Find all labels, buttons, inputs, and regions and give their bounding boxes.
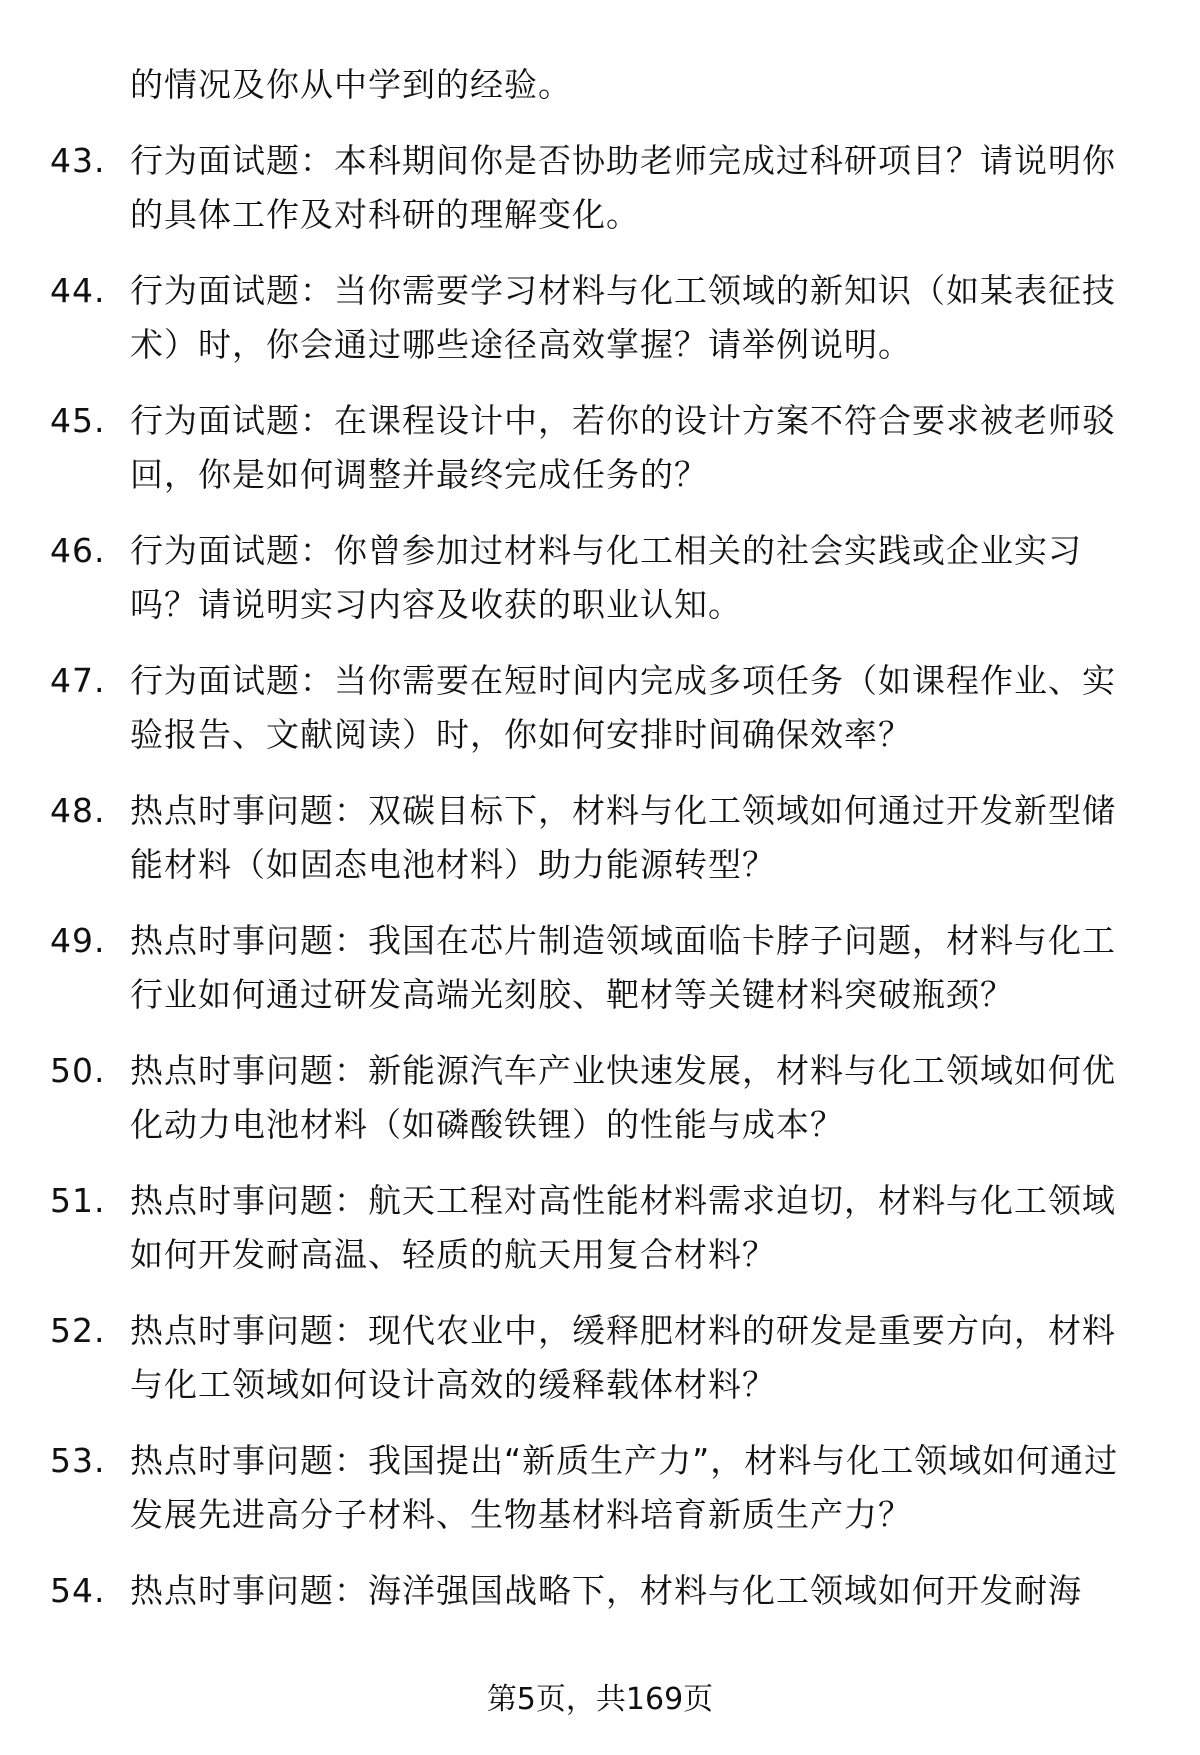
question-item xyxy=(50,394,1140,502)
question-list xyxy=(50,58,1140,1618)
question-item xyxy=(50,1174,1140,1282)
question-number: 50. xyxy=(50,1051,106,1090)
question-text: 热点时事问题：新能源汽车产业快速发展，材料与化工领域如何优化动力电池材料（如磷酸铁锂）的性能与成本？ xyxy=(130,1051,1116,1144)
question-text: 热点时事问题：航天工程对高性能材料需求迫切，材料与化工领域如何开发耐高温、轻质的航天用复合材料？ xyxy=(130,1181,1116,1274)
question-item xyxy=(50,914,1140,1022)
question-text: 热点时事问题：我国提出“新质生产力”，材料与化工领域如何通过发展先进高分子材料、生物基材料培育新质生产力？ xyxy=(130,1441,1119,1534)
question-text: 行为面试题：在课程设计中，若你的设计方案不符合要求被老师驳回，你是如何调整并最终完成任务的？ xyxy=(130,401,1116,494)
page-indicator: 第5页，共169页 xyxy=(486,1682,714,1717)
question-text: 热点时事问题：我国在芯片制造领域面临卡脖子问题，材料与化工行业如何通过研发高端光刻胶、靶材等关键材料突破瓶颈？ xyxy=(130,921,1116,1014)
question-number: 52. xyxy=(50,1311,106,1350)
continuation-text: 的情况及你从中学到的经验。 xyxy=(130,65,572,104)
question-number: 53. xyxy=(50,1441,106,1480)
question-number: 43. xyxy=(50,141,106,180)
question-text: 行为面试题：你曾参加过材料与化工相关的社会实践或企业实习吗？请说明实习内容及收获的职业认知。 xyxy=(130,531,1082,624)
question-number: 48. xyxy=(50,791,106,830)
question-text: 行为面试题：当你需要学习材料与化工领域的新知识（如某表征技术）时，你会通过哪些途径高效掌握？请举例说明。 xyxy=(130,271,1116,364)
question-number: 51. xyxy=(50,1181,106,1220)
question-number: 45. xyxy=(50,401,106,440)
question-item xyxy=(50,1304,1140,1412)
question-number: 54. xyxy=(50,1571,106,1610)
question-item xyxy=(50,134,1140,242)
question-number: 46. xyxy=(50,531,106,570)
question-item xyxy=(50,264,1140,372)
question-item xyxy=(50,1044,1140,1152)
question-number: 44. xyxy=(50,271,106,310)
question-item xyxy=(50,1434,1140,1542)
question-item xyxy=(50,1564,1140,1618)
question-text: 热点时事问题：现代农业中，缓释肥材料的研发是重要方向，材料与化工领域如何设计高效的缓释载体材料？ xyxy=(130,1311,1116,1404)
question-number: 47. xyxy=(50,661,106,700)
question-number: 49. xyxy=(50,921,106,960)
question-text: 行为面试题：本科期间你是否协助老师完成过科研项目？请说明你的具体工作及对科研的理解变化。 xyxy=(130,141,1116,234)
question-text: 热点时事问题：海洋强国战略下，材料与化工领域如何开发耐海 xyxy=(130,1571,1082,1610)
question-item xyxy=(50,524,1140,632)
question-item xyxy=(50,654,1140,762)
question-text: 行为面试题：当你需要在短时间内完成多项任务（如课程作业、实验报告、文献阅读）时，你如何安排时间确保效率？ xyxy=(130,661,1116,754)
question-text: 热点时事问题：双碳目标下，材料与化工领域如何通过开发新型储能材料（如固态电池材料）助力能源转型？ xyxy=(130,791,1116,884)
question-item xyxy=(50,784,1140,892)
